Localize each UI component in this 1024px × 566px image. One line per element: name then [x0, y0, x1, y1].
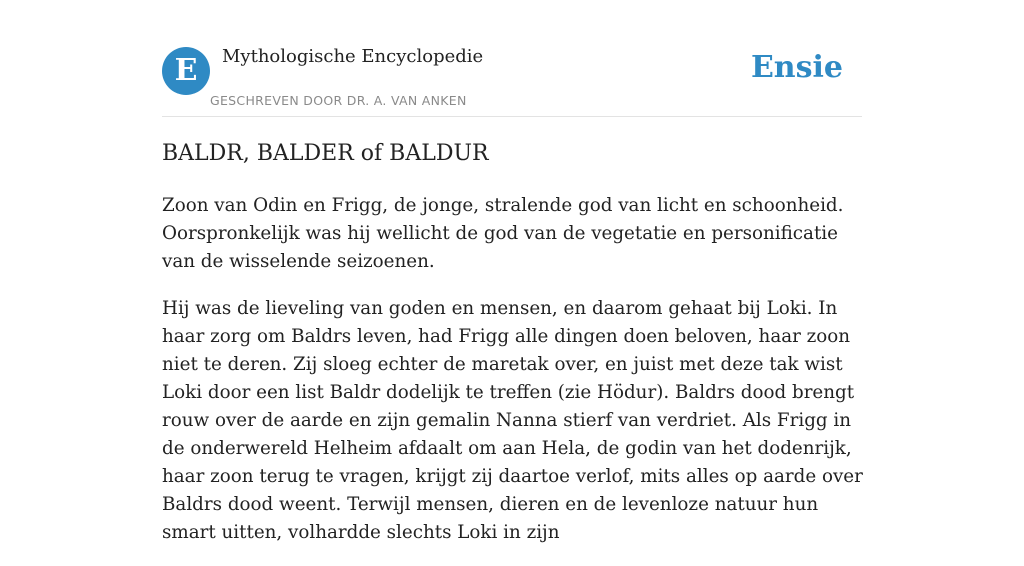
entry-title: BALDR, BALDER of BALDUR [162, 141, 489, 166]
brand-logo[interactable]: Ensie [750, 50, 843, 85]
article-card [162, 0, 863, 543]
paragraph: Hij was de lieveling van goden en mensen, en daarom gehaat bij Loki. In haar zorg om Baldrs leven, had Frigg alle dingen doen beloven, haar zoon niet te deren. Zij sloeg echter de maretak over, en juist met deze tak wist Loki door een list Baldr dodelijk te treffen (zie Hödur). Baldrs dood brengt rouw over de aarde en zijn gemalin Nanna stierf van verdriet. Als Frigg in de onderwereld Helheim afdaalt om aan Hela, de godin van het dodenrijk, haar zoon terug te vragen, krijgt zij daartoe verlof, mits alles op aarde over Baldrs dood weent. Terwijl mensen, dieren en de levenloze natuur hun smart uitten, volhardde slechts Loki in zijn [162, 298, 863, 543]
source-title[interactable]: Mythologische Encyclopedie [222, 46, 484, 67]
article-header [162, 0, 862, 117]
author-byline: GESCHREVEN DOOR DR. A. VAN ANKEN [210, 93, 467, 108]
entry-body [162, 192, 867, 566]
ensie-logo-badge[interactable]: E [162, 47, 210, 95]
paragraph: Zoon van Odin en Frigg, de jonge, stralende god van licht en schoonheid. Oorspronkelijk was hij wellicht de god van de vegetatie en personificatie van de wisselende seizoenen. [162, 195, 844, 272]
